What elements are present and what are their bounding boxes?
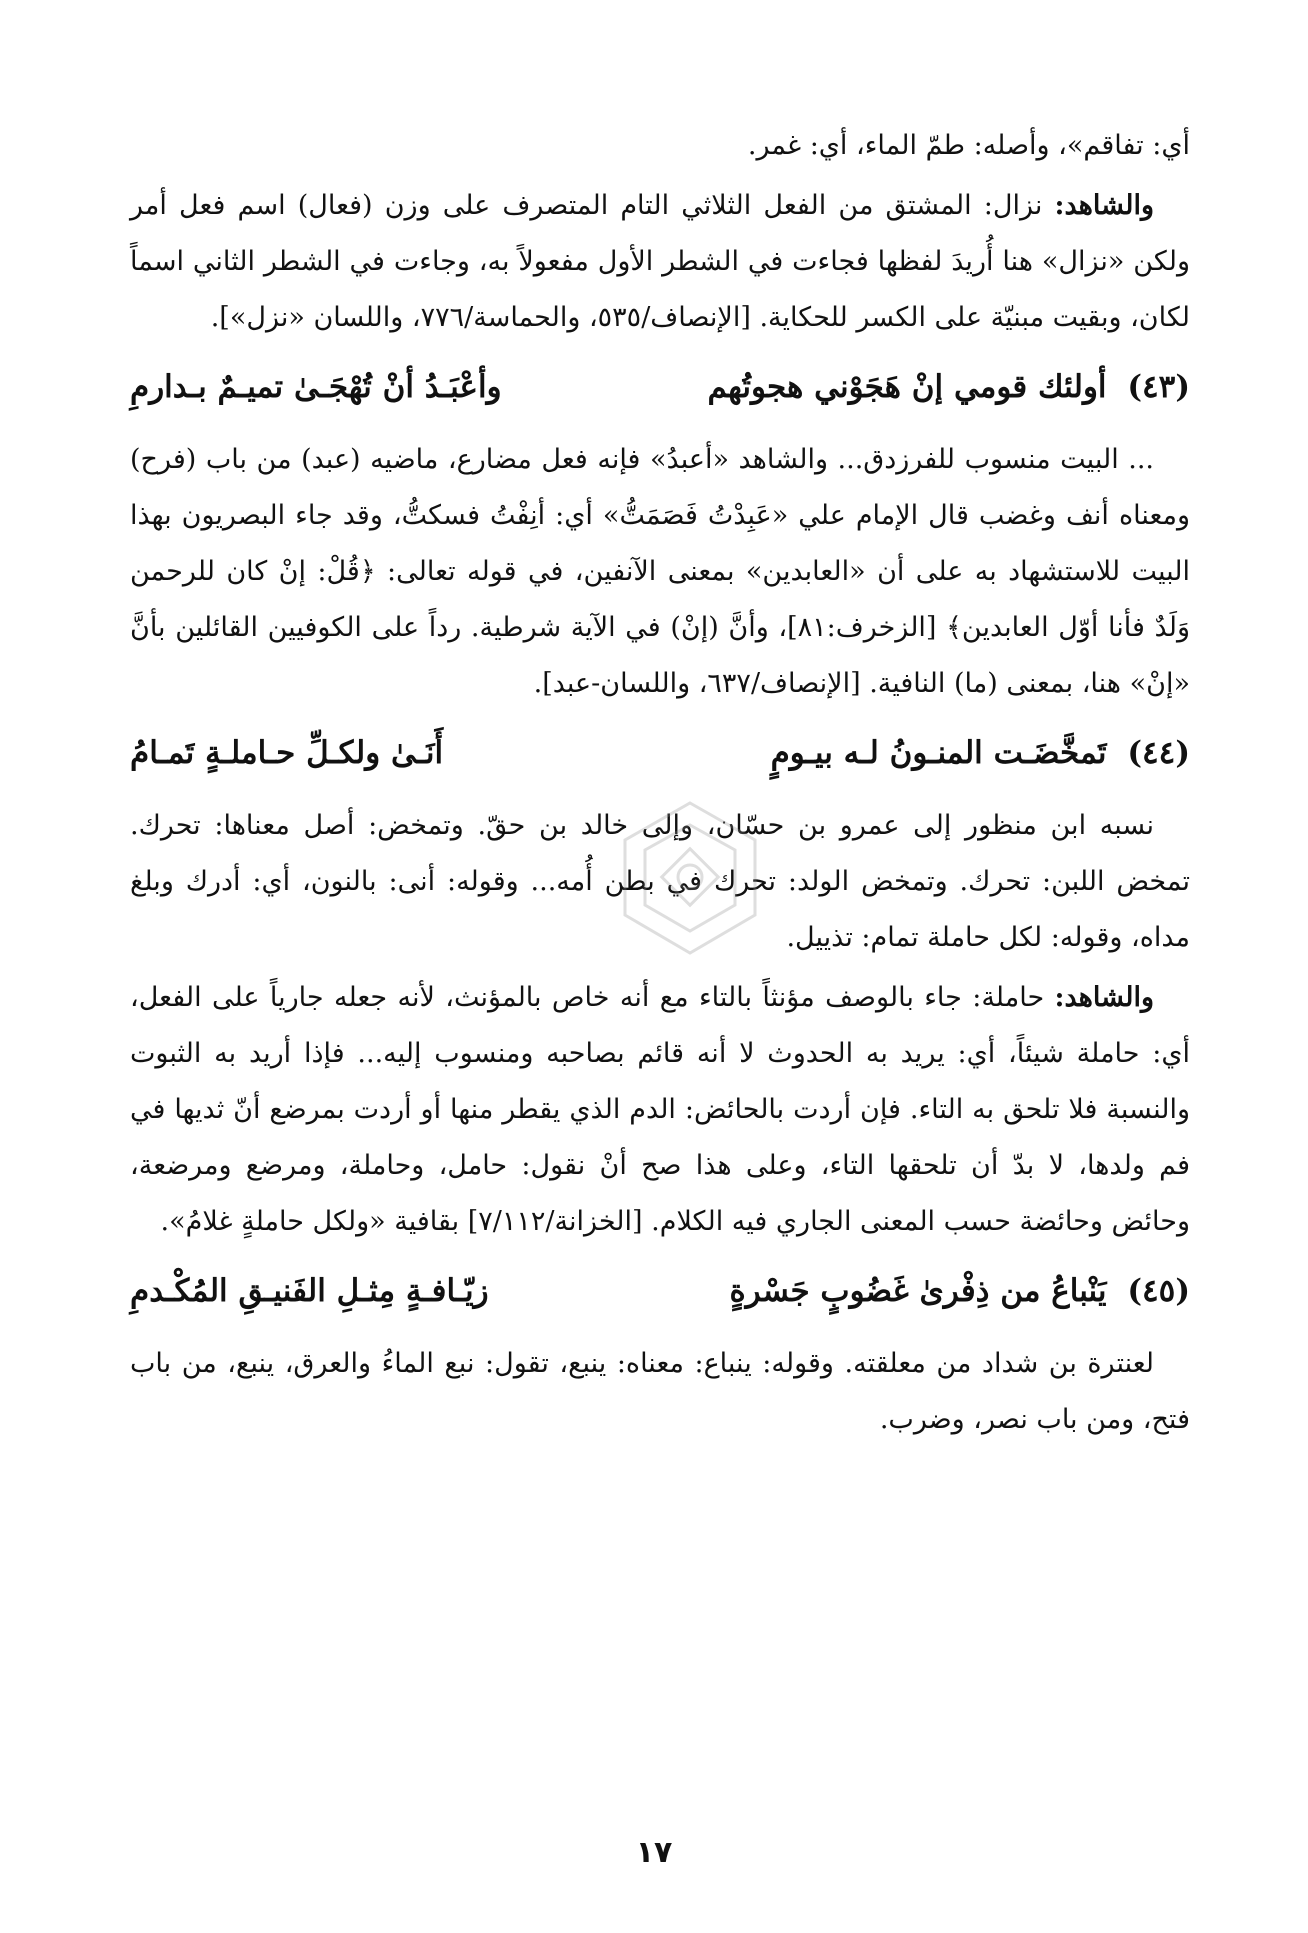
verse-44-first-text: تَمخَّضَـت المنـونُ لـه بيـومٍ [770,735,1107,771]
verse-45 [130,1256,1190,1326]
verse-43-first-hemistich [647,352,1190,422]
verse-44-number: (٤٤) [1127,735,1190,771]
page-number: ١٧ [635,1835,673,1870]
paragraph-44a: نسبه ابن منظور إلى عمرو بن حسّان، وإلى خالد بن حقّ. وتمخض: أصل معناها: تحرك. تمخض اللبن: تحرك. وتمخض الولد: تحرك في بطن أُمه... وقوله: أنى: بالنون، أي: أدرك وبلغ مداه، وقوله: لكل حاملة تمام: تذييل. [130,810,1190,953]
paragraph-43: ... البيت منسوب للفرزدق... والشاهد «أعبدُ» فإنه فعل مضارع، ماضيه (عبد) من باب (فرح) ومعناه أنف وغضب قال الإمام علي «عَبِدْتُ فَصَمَتُّ» أي: أنِفْتُ فسكتُّ، وقد جاء البصريون بهذا البيت للاستشهاد به على أن «العابدين» بمعنى الآنفين، في قوله تعالى: ﴿قُلْ: إنْ كان للرحمن وَلَدٌ فأنا أوّل العابدين﴾ [الزخرف:٨١]، وأنَّ (إنْ) في الآية شرطية. رداً على الكوفيين القائلين بأنَّ «إنْ» هنا، بمعنى (ما) النافية. [الإنصاف/٦٣٧، واللسان-عبد]. [130,444,1190,699]
shahid-label: والشاهد: [1054,190,1154,221]
paragraph-2 [130,178,1190,346]
verse-43-first-text: أولئك قومي إنْ هَجَوْني هجوتُهم [707,369,1107,405]
paragraph-2-text: نزال: المشتق من الفعل الثلاثي التام المتصرف على وزن (فعال) اسم فعل أمر ولكن «نزال» هنا أُريدَ لفظها فجاءت في الشطر الأول مفعولاً به، وجاءت في الشطر الثاني اسماً لكان، وبقيت مبنيّة على الكسر للحكاية. [الإنصاف/٥٣٥، والحماسة/٧٧٦، واللسان «نزل»]. [130,190,1190,333]
shahid-label-2: والشاهد: [1054,982,1154,1013]
verse-44-first-hemistich [711,718,1190,788]
verse-45-second-hemistich: زيّـافـةٍ مِثـلِ الفَنيـقِ المُكْـدمِ [130,1273,489,1309]
paragraph-44b [130,970,1190,1250]
verse-45-first-text: يَنْباعُ من ذِفْرىٰ غَضُوبٍ جَسْرةٍ [729,1273,1107,1309]
paragraph-1: أي: تفاقم»، وأصله: طمّ الماء، أي: غمر. [747,130,1190,161]
page-body [130,118,1190,1452]
paragraph-44b-text: حاملة: جاء بالوصف مؤنثاً بالتاء مع أنه خاص بالمؤنث، لأنه جعله جارياً على الفعل، أي: حاملة شيئاً، أي: يريد به الحدوث لا أنه قائم بصاحبه ومنسوب إليه... فإذا أريد به الثبوت والنسبة فلا تلحق به التاء. فإن أردت بالحائض: الدم الذي يقطر منها أو أردت بمرضع أنّ ثديها في فم ولدها، لا بدّ أن تلحقها التاء، وعلى هذا صح أنْ نقول: حامل، وحاملة، ومرضع ومرضعة، وحائض وحائضة حسب المعنى الجاري فيه الكلام. [الخزانة/٧/١١٢] بقافية «ولكل حاملةٍ غلامُ». [130,982,1190,1237]
paragraph-45: لعنترة بن شداد من معلقته. وقوله: ينباع: معناه: ينبع، تقول: نبع الماءُ والعرق، ينبع، من باب فتح، ومن باب نصر، وضرب. [130,1348,1190,1435]
verse-44 [130,718,1190,788]
verse-45-number: (٤٥) [1127,1273,1190,1309]
verse-45-first-hemistich [669,1256,1190,1326]
verse-43 [130,352,1190,422]
verse-44-second-hemistich: أَنَـىٰ ولكـلِّ حـاملـةٍ تَمـامُ [130,735,444,771]
verse-43-second-hemistich: وأعْبَـدُ أنْ تُهْجَـىٰ تميـمٌ بـدارمِ [130,369,502,405]
verse-43-number: (٤٣) [1127,369,1190,405]
